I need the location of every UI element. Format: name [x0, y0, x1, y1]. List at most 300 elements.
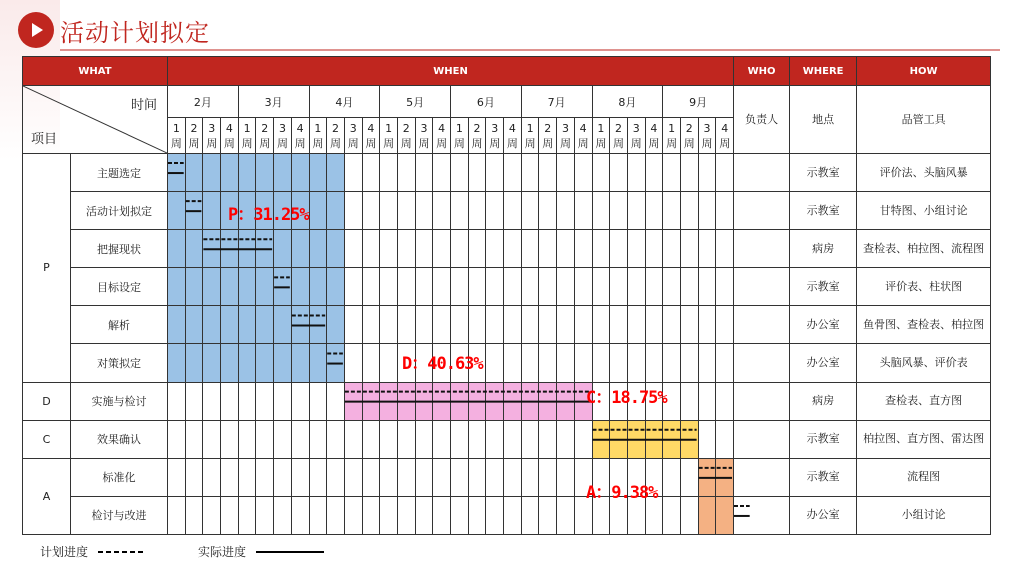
task-owner [734, 230, 790, 268]
week-cell [362, 458, 380, 496]
week-cell [238, 306, 256, 344]
week-cell [309, 496, 327, 534]
how-column-header: 品管工具 [857, 86, 991, 154]
month-header: 8月 [592, 86, 663, 118]
week-cell [433, 306, 451, 344]
week-cell [433, 420, 451, 458]
task-location: 病房 [790, 382, 857, 420]
week-header: 3 周 [415, 118, 433, 154]
week-cell [645, 344, 663, 382]
week-header: 3 周 [486, 118, 504, 154]
week-cell [168, 382, 186, 420]
week-cell [557, 344, 575, 382]
task-tools: 柏拉图、直方图、雷达图 [857, 420, 991, 458]
week-cell [504, 496, 522, 534]
week-cell [238, 420, 256, 458]
week-cell [504, 230, 522, 268]
week-cell [592, 420, 610, 458]
week-cell [397, 268, 415, 306]
week-cell [433, 458, 451, 496]
week-cell [433, 154, 451, 192]
week-cell [557, 458, 575, 496]
week-cell [415, 420, 433, 458]
task-location: 示教室 [790, 458, 857, 496]
week-cell [309, 344, 327, 382]
week-cell [185, 154, 203, 192]
week-cell [397, 192, 415, 230]
week-header: 3 周 [698, 118, 716, 154]
week-cell [451, 420, 469, 458]
week-cell [362, 154, 380, 192]
week-cell [698, 192, 716, 230]
week-cell [486, 420, 504, 458]
week-cell [203, 306, 221, 344]
week-header: 4 周 [504, 118, 522, 154]
week-cell [504, 154, 522, 192]
week-cell [238, 230, 256, 268]
item-label: 项目 [31, 132, 58, 147]
week-cell [415, 230, 433, 268]
week-cell [415, 306, 433, 344]
week-cell [539, 420, 557, 458]
week-cell [380, 230, 398, 268]
week-cell [185, 382, 203, 420]
week-cell [645, 154, 663, 192]
week-cell [486, 230, 504, 268]
task-name: 对策拟定 [71, 344, 168, 382]
week-cell [309, 382, 327, 420]
week-cell [557, 230, 575, 268]
week-cell [185, 344, 203, 382]
week-cell [291, 382, 309, 420]
week-cell [698, 306, 716, 344]
week-cell [309, 306, 327, 344]
phase-label: A [23, 458, 71, 534]
week-header: 1 周 [451, 118, 469, 154]
week-cell [221, 230, 239, 268]
week-cell [344, 458, 362, 496]
week-cell [486, 496, 504, 534]
task-location: 示教室 [790, 420, 857, 458]
diagonal-header [23, 86, 168, 154]
week-cell [663, 192, 681, 230]
week-cell [521, 192, 539, 230]
week-header: 4 周 [716, 118, 734, 154]
task-tools: 查检表、直方图 [857, 382, 991, 420]
week-header: 4 周 [362, 118, 380, 154]
week-cell [645, 268, 663, 306]
week-cell [256, 344, 274, 382]
week-cell [486, 154, 504, 192]
week-cell [698, 344, 716, 382]
week-header: 3 周 [344, 118, 362, 154]
week-cell [380, 458, 398, 496]
week-cell [610, 344, 628, 382]
task-location: 办公室 [790, 306, 857, 344]
week-cell [698, 420, 716, 458]
week-cell [680, 306, 698, 344]
week-header: 4 周 [645, 118, 663, 154]
week-cell [521, 306, 539, 344]
week-cell [698, 496, 716, 534]
week-cell [256, 496, 274, 534]
week-cell [504, 420, 522, 458]
week-cell [433, 230, 451, 268]
week-cell [680, 458, 698, 496]
week-cell [221, 382, 239, 420]
week-cell [238, 496, 256, 534]
week-cell [521, 458, 539, 496]
week-cell [504, 344, 522, 382]
week-cell [574, 344, 592, 382]
week-cell [274, 306, 292, 344]
task-tools: 甘特图、小组讨论 [857, 192, 991, 230]
percent-p: P：31.25% [228, 205, 309, 225]
week-cell [380, 154, 398, 192]
week-cell [433, 192, 451, 230]
week-cell [716, 154, 734, 192]
week-cell [344, 230, 362, 268]
task-tools: 评价法、头脑风暴 [857, 154, 991, 192]
task-location: 示教室 [790, 154, 857, 192]
legend-plan-label: 计划进度 [40, 545, 89, 559]
week-cell [309, 268, 327, 306]
title-bar [18, 12, 210, 48]
week-cell [274, 154, 292, 192]
task-owner [734, 306, 790, 344]
week-cell [486, 344, 504, 382]
week-cell [327, 458, 345, 496]
header-who: WHO [734, 57, 790, 86]
header-where: WHERE [790, 57, 857, 86]
week-cell [238, 458, 256, 496]
task-owner [734, 268, 790, 306]
week-cell [291, 344, 309, 382]
week-cell [221, 420, 239, 458]
week-cell [397, 420, 415, 458]
week-cell [380, 420, 398, 458]
week-cell [468, 268, 486, 306]
week-cell [203, 154, 221, 192]
week-cell [574, 420, 592, 458]
week-cell [680, 154, 698, 192]
week-cell [185, 306, 203, 344]
week-cell [592, 268, 610, 306]
week-cell [504, 382, 522, 420]
week-cell [274, 496, 292, 534]
week-cell [680, 192, 698, 230]
week-cell [274, 382, 292, 420]
week-cell [557, 154, 575, 192]
week-cell [362, 230, 380, 268]
legend-actual-label: 实际进度 [198, 545, 247, 559]
task-owner [734, 496, 790, 534]
week-cell [716, 382, 734, 420]
week-cell [185, 420, 203, 458]
week-cell [168, 154, 186, 192]
week-cell [238, 154, 256, 192]
week-cell [486, 382, 504, 420]
week-cell [185, 268, 203, 306]
week-cell [486, 192, 504, 230]
week-cell [327, 496, 345, 534]
week-cell [645, 306, 663, 344]
phase-label: C [23, 420, 71, 458]
task-name: 实施与检讨 [71, 382, 168, 420]
week-cell [468, 192, 486, 230]
week-cell [362, 306, 380, 344]
week-cell [397, 496, 415, 534]
task-name: 活动计划拟定 [71, 192, 168, 230]
week-cell [451, 382, 469, 420]
week-cell [451, 154, 469, 192]
gantt-table [22, 56, 991, 535]
week-cell [221, 306, 239, 344]
week-cell [362, 344, 380, 382]
week-cell [185, 496, 203, 534]
week-cell [185, 192, 203, 230]
week-cell [221, 458, 239, 496]
week-header: 4 周 [291, 118, 309, 154]
week-cell [362, 496, 380, 534]
week-cell [274, 344, 292, 382]
task-name: 检讨与改进 [71, 496, 168, 534]
week-cell [309, 420, 327, 458]
week-cell [380, 496, 398, 534]
week-cell [680, 496, 698, 534]
week-cell [539, 268, 557, 306]
week-cell [557, 192, 575, 230]
week-cell [574, 192, 592, 230]
week-header: 1 周 [592, 118, 610, 154]
week-cell [486, 268, 504, 306]
week-cell [680, 268, 698, 306]
week-header: 1 周 [309, 118, 327, 154]
week-cell [397, 154, 415, 192]
week-cell [451, 192, 469, 230]
task-owner [734, 420, 790, 458]
week-cell [468, 496, 486, 534]
week-cell [557, 268, 575, 306]
week-cell [397, 458, 415, 496]
week-cell [663, 230, 681, 268]
week-cell [539, 192, 557, 230]
week-cell [521, 344, 539, 382]
week-cell [327, 154, 345, 192]
week-cell [680, 230, 698, 268]
dashed-line-icon [98, 549, 146, 555]
week-cell [203, 268, 221, 306]
who-column-header: 负责人 [734, 86, 790, 154]
week-cell [397, 230, 415, 268]
week-cell [256, 306, 274, 344]
week-cell [256, 154, 274, 192]
week-cell [380, 192, 398, 230]
week-cell [504, 192, 522, 230]
week-cell [592, 192, 610, 230]
week-cell [574, 268, 592, 306]
week-cell [344, 344, 362, 382]
week-header: 2 周 [539, 118, 557, 154]
week-header: 1 周 [380, 118, 398, 154]
week-cell [645, 192, 663, 230]
solid-line-icon [256, 549, 324, 555]
title-divider [60, 49, 1000, 51]
week-cell [433, 496, 451, 534]
week-header: 1 周 [168, 118, 186, 154]
task-location: 办公室 [790, 496, 857, 534]
week-cell [468, 230, 486, 268]
task-owner [734, 458, 790, 496]
week-cell [344, 154, 362, 192]
percent-d: D：40.63% [402, 354, 483, 374]
week-cell [415, 192, 433, 230]
task-name: 主题选定 [71, 154, 168, 192]
week-cell [504, 458, 522, 496]
month-header: 7月 [521, 86, 592, 118]
week-cell [557, 306, 575, 344]
month-header: 4月 [309, 86, 380, 118]
week-cell [680, 382, 698, 420]
week-cell [221, 496, 239, 534]
week-cell [627, 268, 645, 306]
week-cell [610, 230, 628, 268]
week-cell [433, 382, 451, 420]
week-cell [327, 382, 345, 420]
week-cell [362, 192, 380, 230]
week-cell [645, 420, 663, 458]
week-cell [274, 230, 292, 268]
week-cell [344, 268, 362, 306]
week-cell [203, 382, 221, 420]
week-cell [203, 458, 221, 496]
week-cell [274, 420, 292, 458]
week-cell [627, 230, 645, 268]
week-cell [663, 154, 681, 192]
week-cell [256, 230, 274, 268]
week-cell [168, 230, 186, 268]
week-cell [539, 382, 557, 420]
week-header: 3 周 [627, 118, 645, 154]
week-cell [380, 306, 398, 344]
week-cell [203, 344, 221, 382]
week-cell [468, 382, 486, 420]
week-cell [539, 154, 557, 192]
week-cell [663, 344, 681, 382]
week-cell [539, 230, 557, 268]
week-cell [592, 230, 610, 268]
week-cell [309, 458, 327, 496]
task-location: 病房 [790, 230, 857, 268]
week-cell [716, 268, 734, 306]
week-cell [397, 306, 415, 344]
page-title: 活动计划拟定 [60, 18, 210, 47]
week-cell [468, 420, 486, 458]
task-name: 把握现状 [71, 230, 168, 268]
week-cell [698, 458, 716, 496]
week-cell [627, 306, 645, 344]
week-cell [716, 306, 734, 344]
week-header: 2 周 [327, 118, 345, 154]
week-header: 2 周 [680, 118, 698, 154]
week-cell [574, 306, 592, 344]
week-header: 3 周 [203, 118, 221, 154]
week-cell [256, 268, 274, 306]
week-cell [256, 458, 274, 496]
week-cell [344, 382, 362, 420]
task-location: 办公室 [790, 344, 857, 382]
week-cell [274, 458, 292, 496]
task-owner [734, 192, 790, 230]
week-cell [663, 458, 681, 496]
header-what: WHAT [23, 57, 168, 86]
week-header: 2 周 [397, 118, 415, 154]
where-column-header: 地点 [790, 86, 857, 154]
week-cell [291, 306, 309, 344]
week-header: 4 周 [221, 118, 239, 154]
week-cell [486, 306, 504, 344]
week-cell [203, 230, 221, 268]
month-header: 9月 [663, 86, 734, 118]
week-cell [291, 496, 309, 534]
week-cell [380, 382, 398, 420]
task-name: 解析 [71, 306, 168, 344]
week-cell [327, 344, 345, 382]
week-cell [716, 496, 734, 534]
phase-label: D [23, 382, 71, 420]
week-cell [557, 382, 575, 420]
week-cell [415, 154, 433, 192]
week-cell [645, 230, 663, 268]
week-cell [610, 306, 628, 344]
week-cell [716, 230, 734, 268]
week-cell [415, 268, 433, 306]
week-header: 2 周 [256, 118, 274, 154]
week-cell [380, 344, 398, 382]
week-cell [168, 306, 186, 344]
week-cell [716, 344, 734, 382]
week-cell [610, 154, 628, 192]
week-cell [698, 230, 716, 268]
week-cell [168, 268, 186, 306]
week-header: 3 周 [274, 118, 292, 154]
week-cell [663, 496, 681, 534]
week-cell [291, 458, 309, 496]
week-cell [610, 268, 628, 306]
task-tools: 鱼骨图、查检表、柏拉图 [857, 306, 991, 344]
header-when: WHEN [168, 57, 734, 86]
week-cell [610, 420, 628, 458]
week-cell [344, 192, 362, 230]
task-owner [734, 154, 790, 192]
phase-label: P [23, 154, 71, 383]
week-cell [327, 192, 345, 230]
week-header: 3 周 [557, 118, 575, 154]
week-cell [592, 154, 610, 192]
week-cell [680, 344, 698, 382]
week-cell [663, 420, 681, 458]
week-cell [451, 230, 469, 268]
month-header: 3月 [238, 86, 309, 118]
task-name: 效果确认 [71, 420, 168, 458]
week-cell [168, 458, 186, 496]
week-cell [627, 420, 645, 458]
week-cell [221, 154, 239, 192]
week-cell [291, 230, 309, 268]
week-cell [185, 230, 203, 268]
week-cell [557, 420, 575, 458]
week-cell [698, 154, 716, 192]
